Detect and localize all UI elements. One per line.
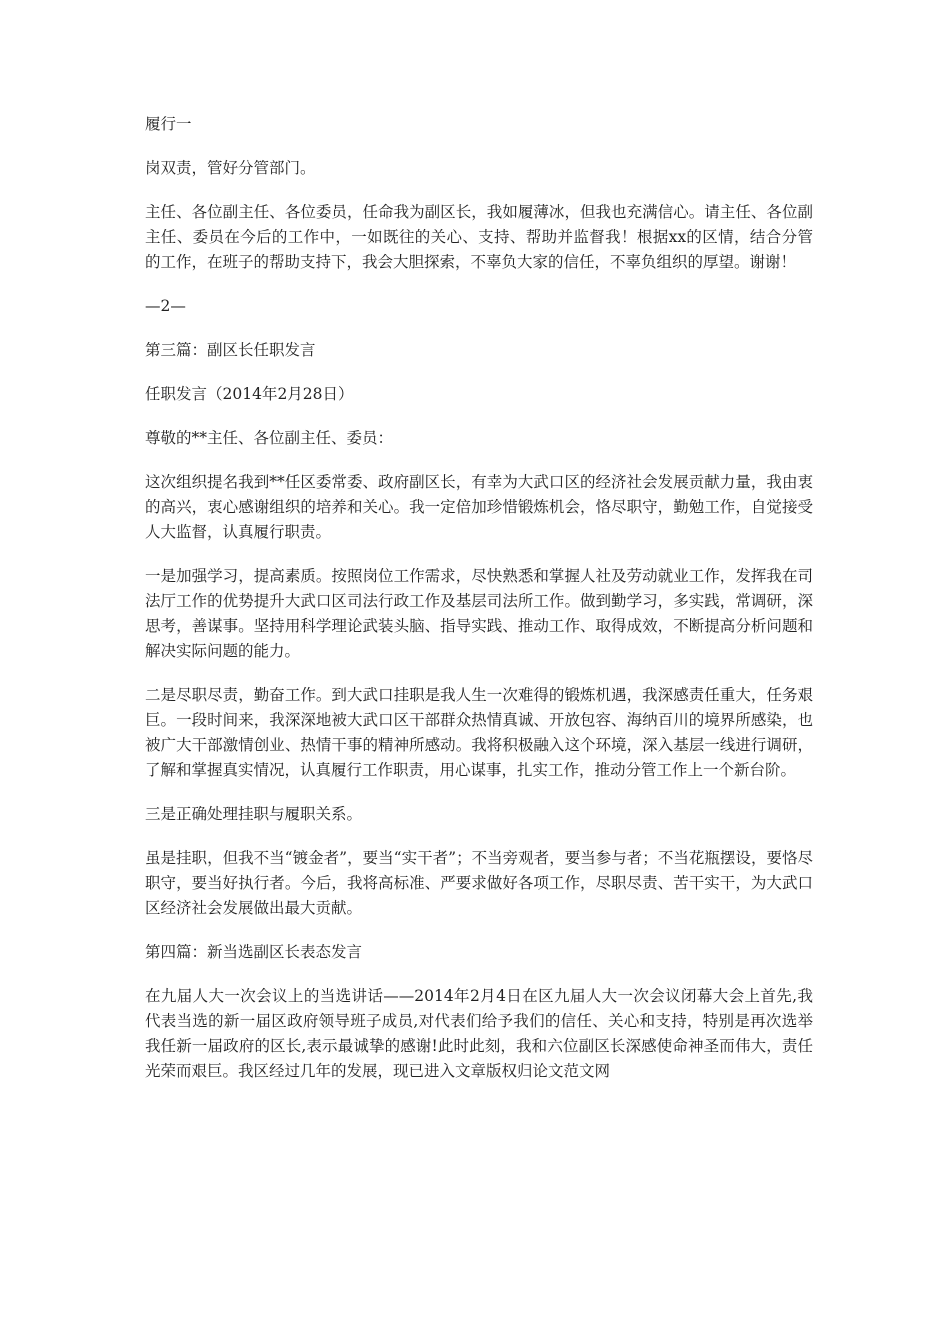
paragraph-point-diligence: 二是尽职尽责，勤奋工作。到大武口挂职是我人生一次难得的锻炼机遇，我深感责任重大，任务艰巨。一段时间来，我深深地被大武口区干部群众热情真诚、开放包容、海纳百川的境界所感染，也被广大干部激情创业、热情干事的精神所感动。我将积极融入这个环境，深入基层一线进行调研，了解和掌握真实情况，认真履行工作职责，用心谋事，扎实工作，推动分管工作上一个新台阶。 [145,686,813,779]
paragraph-election-speech: 在九届人大一次会议上的当选讲话——2014年2月4日在区九届人大一次会议闭幕大会上首先,我代表当选的新一届区政府领导班子成员,对代表们给予我们的信任、关心和支持，特别是再次选举我任新一届政府的区长,表示最诚挚的感谢!此时此刻，我和六位副区长深感使命神圣而伟大，责任光荣而艰巨。我区经过几年的发展，现已进入文章版权归论文范文网 [145,987,813,1080]
speech-salutation: 尊敬的**主任、各位副主任、委员： [145,429,394,447]
paragraph-nomination: 这次组织提名我到**任区委常委、政府副区长，有幸为大武口区的经济社会发展贡献力量，我由衷的高兴，衷心感谢组织的培养和关心。我一定倍加珍惜锻炼机会，恪尽职守，勤勉工作，自觉接受人大监督，认真履行职责。 [145,473,813,541]
page-number-marker: —2— [145,297,186,315]
paragraph-manage-departments: 岗双责，管好分管部门。 [145,159,316,177]
speech-title-date: 任职发言（2014年2月28日） [145,385,354,403]
section-heading-4: 第四篇：新当选副区长表态发言 [145,943,363,961]
paragraph-point-study: 一是加强学习，提高素质。按照岗位工作需求，尽快熟悉和掌握人社及劳动就业工作，发挥我在司法厅工作的优势提升大武口区司法行政工作及基层司法所工作。做到勤学习，多实践，常调研，深思考，善谋事。坚持用科学理论武装头脑、指导实践、推动工作、取得成效，不断提高分析问题和解决实际问题的能力。 [145,567,813,660]
document-body [145,112,813,1103]
section-heading-3: 第三篇：副区长任职发言 [145,341,316,359]
paragraph-duty-fragment: 履行一 [145,115,192,133]
paragraph-appointment-thanks: 主任、各位副主任、各位委员，任命我为副区长，我如履薄冰，但我也充满信心。请主任、各位副主任、委员在今后的工作中，一如既往的关心、支持、帮助并监督我！根据xx的区情，结合分管的工作，在班子的帮助支持下，我会大胆探索，不辜负大家的信任，不辜负组织的厚望。谢谢！ [145,203,813,271]
paragraph-point-balance: 三是正确处理挂职与履职关系。 [145,805,363,823]
paragraph-commitment: 虽是挂职，但我不当“镀金者”，要当“实干者”；不当旁观者，要当参与者；不当花瓶摆设，要恪尽职守，要当好执行者。今后，我将高标准、严要求做好各项工作，尽职尽责、苦干实干，为大武口区经济社会发展做出最大贡献。 [145,849,813,917]
